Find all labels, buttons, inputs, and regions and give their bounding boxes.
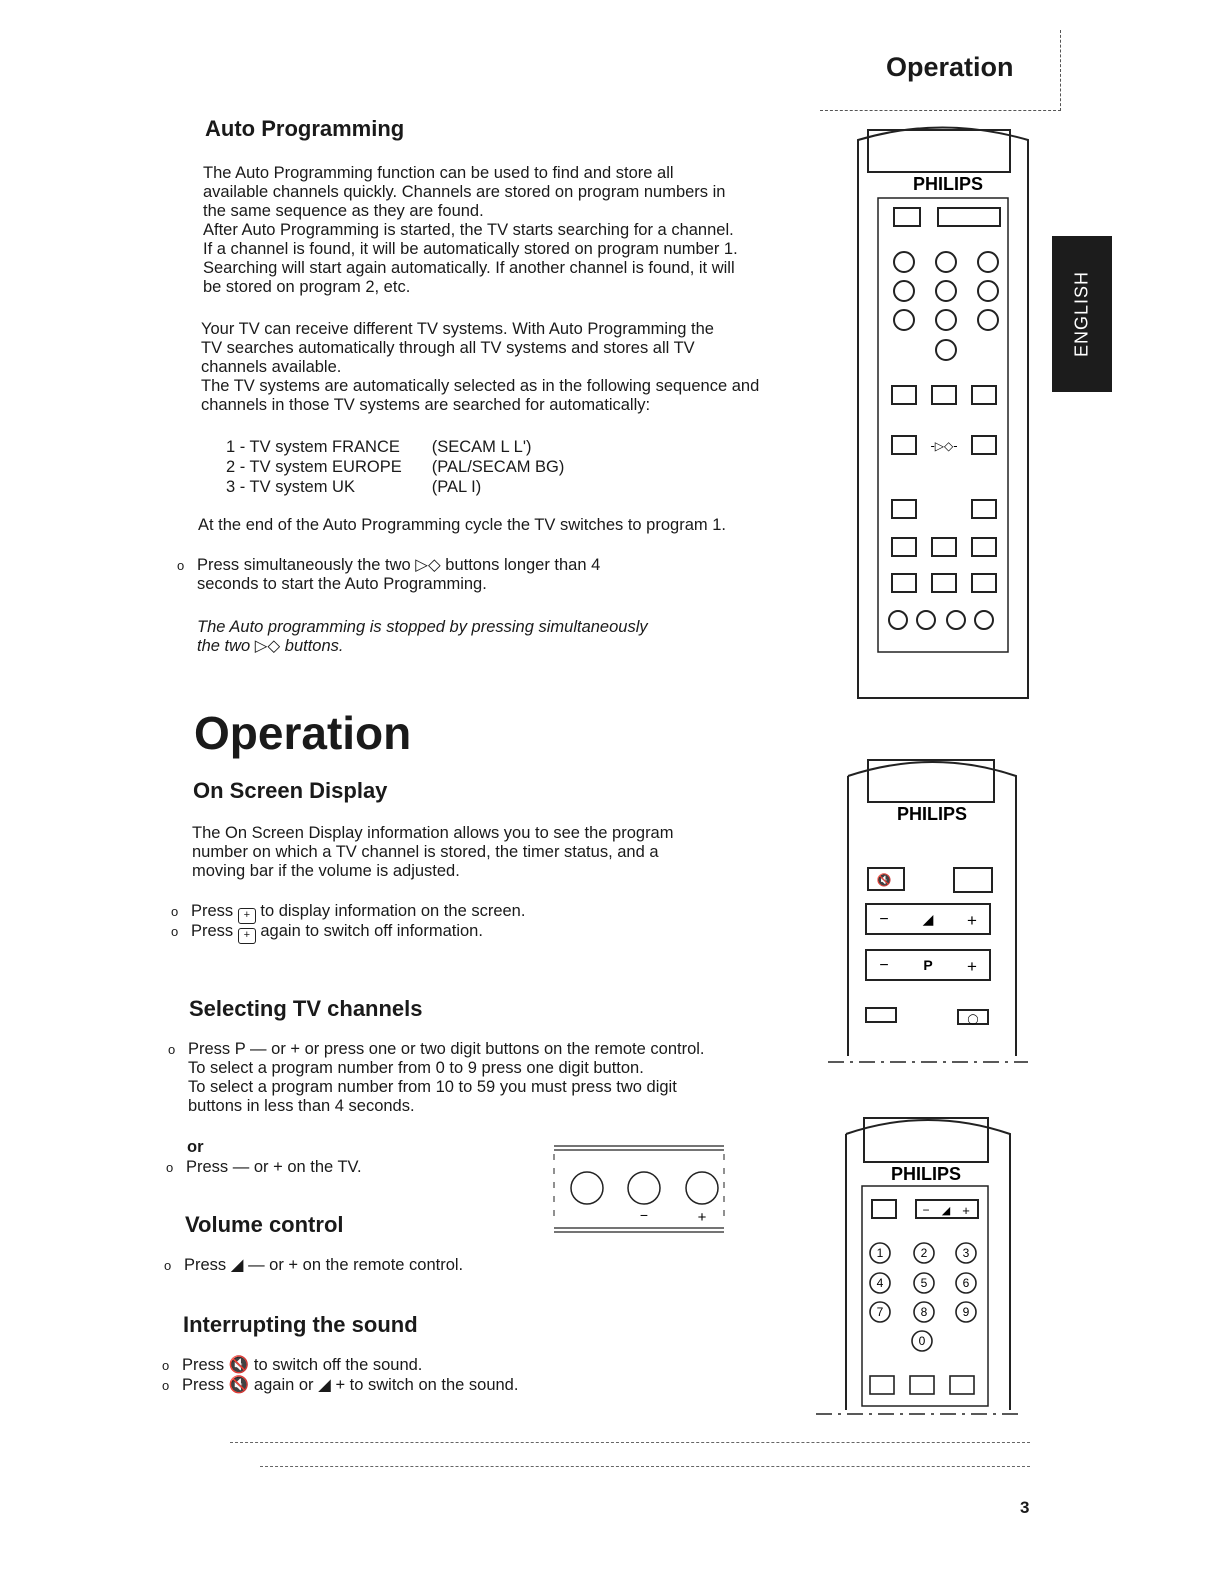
program-plus-label: + bbox=[967, 957, 977, 976]
auto-programming-stop-note: The Auto programming is stopped by pressing simultaneously the two ▷◇ buttons. bbox=[197, 618, 648, 655]
tv-systems-table bbox=[226, 438, 594, 498]
program-minus-label: − bbox=[879, 957, 889, 974]
info-key-icon: + bbox=[238, 908, 256, 924]
info-key-icon: + bbox=[238, 928, 256, 944]
auto-programming-heading: Auto Programming bbox=[205, 116, 405, 141]
header-title: Operation bbox=[886, 52, 1014, 82]
tv-minus-label: − bbox=[639, 1207, 649, 1223]
mute-bullet-1: o Press 🔇 to switch off the sound. bbox=[182, 1356, 422, 1375]
remote-control-top bbox=[828, 756, 1028, 1068]
left-right-arrows-icon: ▷◇ bbox=[254, 637, 281, 655]
digit-3: 3 bbox=[962, 1246, 970, 1260]
digit-0: 0 bbox=[918, 1334, 926, 1348]
digit-7: 7 bbox=[876, 1305, 884, 1319]
remote-brand: PHILIPS bbox=[890, 1164, 962, 1184]
table-row: 1 - TV system FRANCE (SECAM L L') bbox=[226, 438, 532, 456]
remote-brand: PHILIPS bbox=[896, 804, 968, 824]
volume-plus-label: + bbox=[962, 1203, 970, 1218]
digit-1: 1 bbox=[876, 1246, 884, 1260]
auto-programming-end-note: At the end of the Auto Programming cycle the TV switches to program 1. bbox=[198, 516, 726, 534]
remote-brand: PHILIPS bbox=[912, 174, 984, 194]
left-right-arrows-icon: ▷◇ bbox=[415, 556, 441, 574]
auto-programming-para2: Your TV can receive different TV systems. With Auto Programming the TV searches automatically through all TV systems and stores all TV channels available. The TV systems are automatically selected as in the following sequence and channels in those TV systems are searched for automatically: bbox=[201, 320, 760, 414]
remote-control-digits bbox=[816, 1114, 1022, 1420]
digit-5: 5 bbox=[920, 1276, 928, 1290]
digit-8: 8 bbox=[920, 1305, 928, 1319]
tv-button-plus bbox=[686, 1172, 718, 1204]
digit-2: 2 bbox=[920, 1246, 928, 1260]
mute-icon: 🔇 bbox=[228, 1356, 250, 1374]
select-tv-bullet: o Press — or + on the TV. bbox=[186, 1158, 362, 1177]
table-row: 2 - TV system EUROPE (PAL/SECAM BG) bbox=[226, 458, 565, 476]
program-key-label: P bbox=[923, 957, 933, 973]
tv-plus-label: + bbox=[697, 1209, 707, 1226]
osd-bullet-2: o Press + again to switch off information. bbox=[191, 922, 483, 944]
digit-9: 9 bbox=[962, 1305, 970, 1319]
table-row: 3 - TV system UK (PAL I) bbox=[226, 478, 482, 496]
language-tab-label: ENGLISH bbox=[1071, 270, 1092, 358]
select-or: or bbox=[187, 1138, 204, 1156]
volume-icon: ◢ bbox=[318, 1376, 331, 1394]
footer-rule bbox=[260, 1466, 1030, 1467]
digit-4: 4 bbox=[876, 1276, 884, 1290]
volume-icon: ◢ bbox=[922, 912, 934, 928]
volume-icon: ◢ bbox=[941, 1204, 951, 1217]
tv-front-panel bbox=[552, 1140, 728, 1240]
osd-heading: On Screen Display bbox=[193, 778, 388, 803]
volume-plus-label: + bbox=[967, 911, 977, 930]
mute-icon: 🔇 bbox=[228, 1376, 250, 1394]
volume-bullet: o Press ◢ — or + on the remote control. bbox=[184, 1256, 463, 1275]
volume-minus-label: − bbox=[922, 1203, 930, 1217]
volume-minus-label: − bbox=[879, 911, 889, 928]
select-bullet: o Press P — or + or press one or two digit buttons on the remote control. To select a program number from 0 to 9 press one digit button. To select a program number from 10 to 59 you must press two digit buttons in less than 4 seconds. bbox=[188, 1040, 705, 1116]
mute-bullet-2: o Press 🔇 again or ◢ + to switch on the sound. bbox=[182, 1376, 518, 1395]
volume-heading: Volume control bbox=[185, 1212, 344, 1237]
mute-key-icon: 🔇 bbox=[876, 873, 892, 887]
osd-bullet-1: o Press + to display information on the screen. bbox=[191, 902, 525, 924]
tv-button-power bbox=[571, 1172, 603, 1204]
volume-icon: ◢ bbox=[230, 1256, 244, 1274]
tv-key-icon: ◯ bbox=[967, 1014, 979, 1025]
auto-programming-press: o Press simultaneously the two ▷◇ buttons longer than 4 seconds to start the Auto Programming. bbox=[197, 556, 600, 594]
auto-programming-para1: The Auto Programming function can be used to find and store all available channels quickly. Channels are stored on program numbers in the same sequence as they are found. After Auto Programming is started, the TV starts searching for a channel. If a channel is found, it will be automatically stored on program number 1. Searching will start again automatically. If another channel is found, it will be stored on program 2, etc. bbox=[203, 164, 738, 296]
footer-rule bbox=[230, 1442, 1030, 1443]
operation-title: Operation bbox=[194, 707, 412, 759]
mute-heading: Interrupting the sound bbox=[183, 1312, 418, 1337]
page-number: 3 bbox=[1020, 1498, 1030, 1517]
language-tab bbox=[1052, 236, 1112, 392]
osd-para: The On Screen Display information allows you to see the program number on which a TV channel is stored, the timer status, and a moving bar if the volume is adjusted. bbox=[192, 824, 674, 880]
digit-6: 6 bbox=[962, 1276, 970, 1290]
remote-control-full bbox=[852, 120, 1038, 704]
select-heading: Selecting TV channels bbox=[189, 996, 423, 1021]
tv-button-minus bbox=[628, 1172, 660, 1204]
arrow-keys-icon: -▷◇- bbox=[930, 439, 958, 453]
